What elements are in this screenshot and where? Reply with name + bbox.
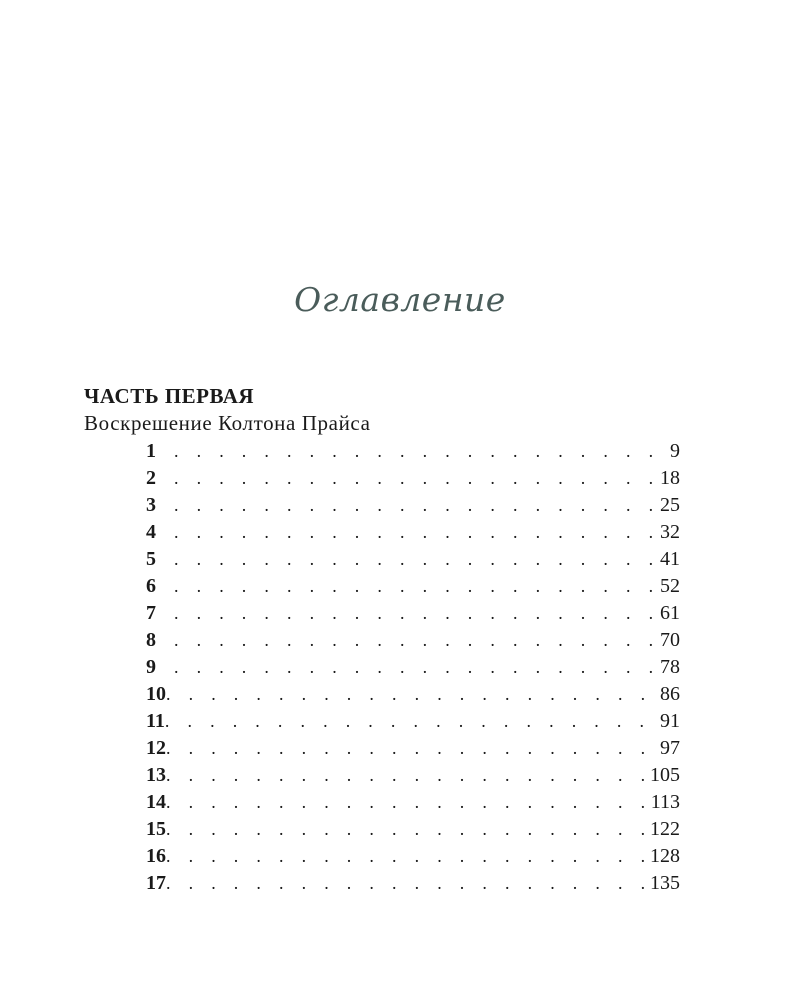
chapter-number: 15: [146, 818, 166, 840]
part-heading: ЧАСТЬ ПЕРВАЯ: [84, 384, 255, 408]
dot-leader: [166, 681, 658, 708]
page-number: 52: [660, 575, 680, 597]
dot-leader: [174, 465, 658, 492]
toc-entry[interactable]: [146, 465, 680, 492]
chapter-number: 14: [146, 791, 166, 813]
page-title: Оглавление: [294, 280, 506, 319]
dot-leader: [166, 789, 649, 816]
chapter-number: 7: [146, 602, 156, 624]
dot-leader: [174, 600, 658, 627]
toc-entry[interactable]: [146, 546, 680, 573]
dot-leader: [166, 870, 648, 897]
dot-leader: [166, 816, 648, 843]
toc-entry[interactable]: [146, 789, 680, 816]
page-number: 25: [660, 494, 680, 516]
chapter-number: 8: [146, 629, 156, 651]
page-number: 97: [660, 737, 680, 759]
toc-entry[interactable]: [146, 438, 680, 465]
chapter-number: 2: [146, 467, 156, 489]
chapter-number: 17: [146, 872, 166, 894]
chapter-number: 11: [146, 710, 165, 732]
dot-leader: [174, 654, 658, 681]
toc-entry[interactable]: [146, 870, 680, 897]
dot-leader: [174, 519, 658, 546]
page-number: 113: [650, 791, 680, 813]
page-number: 128: [650, 845, 680, 867]
page-number: 91: [660, 710, 680, 732]
toc-entry[interactable]: [146, 762, 680, 789]
page-number: 41: [660, 548, 680, 570]
chapter-number: 12: [146, 737, 166, 759]
dot-leader: [165, 708, 658, 735]
chapter-number: 13: [146, 764, 166, 786]
chapter-number: 4: [146, 521, 156, 543]
dot-leader: [166, 735, 658, 762]
toc-entry[interactable]: [146, 627, 680, 654]
page-number: 105: [650, 764, 680, 786]
page-number: 61: [660, 602, 680, 624]
toc-entry[interactable]: [146, 708, 680, 735]
dot-leader: [174, 573, 658, 600]
chapter-number: 3: [146, 494, 156, 516]
toc-entry[interactable]: [146, 492, 680, 519]
page-number: 135: [650, 872, 680, 894]
toc-entry[interactable]: [146, 573, 680, 600]
chapter-number: 6: [146, 575, 156, 597]
chapter-number: 16: [146, 845, 166, 867]
toc-entry[interactable]: [146, 654, 680, 681]
dot-leader: [174, 492, 658, 519]
page-number: 86: [660, 683, 680, 705]
dot-leader: [174, 627, 658, 654]
page-number: 70: [660, 629, 680, 651]
toc-entry[interactable]: [146, 735, 680, 762]
chapter-number: 9: [146, 656, 156, 678]
toc-entry[interactable]: [146, 600, 680, 627]
dot-leader: [174, 438, 668, 465]
toc-entry[interactable]: [146, 519, 680, 546]
toc-entry[interactable]: [146, 816, 680, 843]
toc-list: [146, 438, 680, 897]
chapter-number: 5: [146, 548, 156, 570]
page-number: 122: [650, 818, 680, 840]
toc-entry[interactable]: [146, 843, 680, 870]
page-number: 78: [660, 656, 680, 678]
page-number: 32: [660, 521, 680, 543]
chapter-number: 10: [146, 683, 166, 705]
toc-entry[interactable]: [146, 681, 680, 708]
dot-leader: [166, 843, 648, 870]
part-subtitle: Воскрешение Колтона Прайса: [84, 411, 371, 435]
page-number: 9: [670, 440, 680, 462]
dot-leader: [174, 546, 658, 573]
page-number: 18: [660, 467, 680, 489]
chapter-number: 1: [146, 440, 156, 462]
dot-leader: [166, 762, 648, 789]
